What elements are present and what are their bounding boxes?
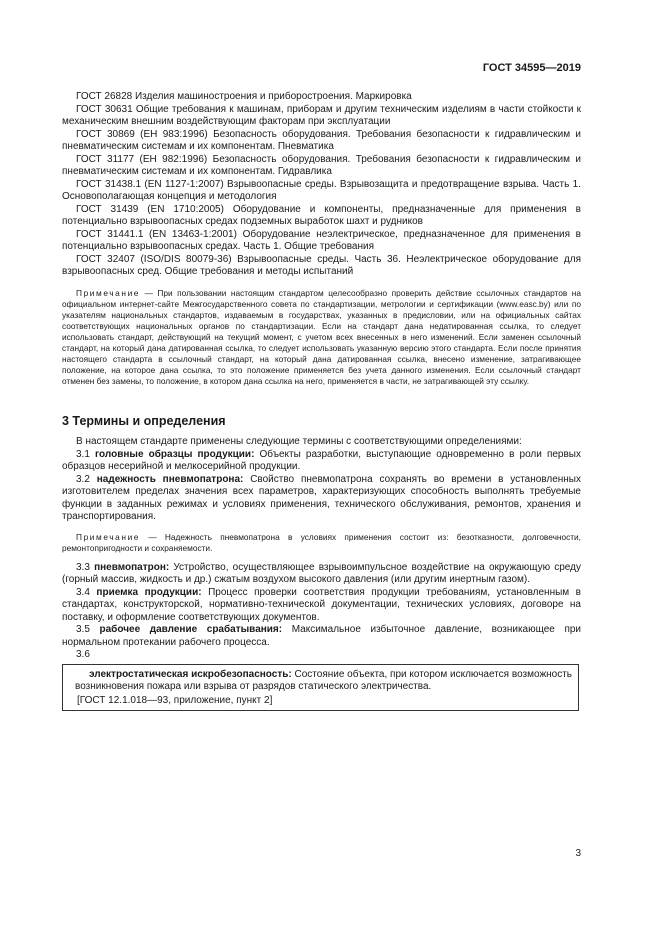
note-text: — Надежность пневмопатрона в условиях применения состоит из: безотказности, долговечности, ремонтопригодности и сохраняемости. <box>62 531 581 553</box>
term-source-reference: [ГОСТ 12.1.018—93, приложение, пункт 2] <box>77 694 273 706</box>
reference-item: ГОСТ 31439 (EN 1710:2005) Оборудование и компоненты, предназначенные для применения в потенциально взрывоопасных средах подземных выработок шахт и рудников <box>62 203 581 227</box>
page-number: 3 <box>575 848 581 859</box>
reference-item: ГОСТ 32407 (ISO/DIS 80079-36) Взрывоопасные среды. Часть 36. Неэлектрическое оборудование для взрывоопасных сред. Общие требования и методы испытаний <box>62 253 581 277</box>
term-number: 3.3 <box>76 561 95 573</box>
reference-item: ГОСТ 30631 Общие требования к машинам, приборам и другим техническим изделиям в части стойкости к механическим внешним воздействующим факторам при эксплуатации <box>62 103 581 127</box>
term-number: 3.1 <box>76 448 96 460</box>
term-definition: Объекты разработки, выступающие одновременно в роли первых образцов несерийной и мелкосерийной продукции. <box>62 448 581 472</box>
term-note <box>62 532 581 554</box>
document-header: ГОСТ 34595—2019 <box>482 62 581 74</box>
section-intro: В настоящем стандарте применены следующие термины с соответствующими определениями: <box>76 436 522 447</box>
reference-item: ГОСТ 30869 (ЕН 983:1996) Безопасность оборудования. Требования безопасности к гидравлическим и пневматическим системам и их компонентам. Пневматика <box>62 128 581 152</box>
term-3-3 <box>62 562 581 587</box>
term-definition: Устройство, осуществляющее взрывоимпульсное воздействие на окружающую среду (горный массив, жидкость и др.) сжатым воздухом высокого давления (или другим инертным газом). <box>62 561 581 585</box>
reference-item: ГОСТ 31177 (ЕН 982:1996) Безопасность оборудования. Требования безопасности к гидравлическим и пневматическим системам и их компонентам. Гидравлика <box>62 153 581 177</box>
term-definition: Процесс проверки соответствия продукции требованиям, установленным в стандартах, конструкторской, нормативно-технической документации, технических условиях, договоре на поставку, и оформление соответствующих документов. <box>62 586 581 623</box>
section-title: 3 Термины и определения <box>62 413 226 428</box>
term-name: электростатическая искробезопасность: <box>89 668 292 680</box>
note-label: Примечание <box>76 287 141 298</box>
note-label: Примечание <box>76 531 141 542</box>
term-definition: Состояние объекта, при котором исключается возможность возникновения пожара или взрыва от разрядов статического электричества. <box>75 668 573 692</box>
term-3-6-number: 3.6 <box>76 649 90 660</box>
page-content <box>62 91 581 711</box>
term-name: приемка продукции: <box>96 586 202 598</box>
term-3-6-box <box>62 664 579 712</box>
term-3-6 <box>75 669 572 694</box>
term-3-5 <box>62 624 581 649</box>
reference-item: ГОСТ 26828 Изделия машиностроения и приборостроения. Маркировка <box>76 91 412 102</box>
term-name: головные образцы продукции: <box>95 448 255 460</box>
term-3-1 <box>62 449 581 474</box>
term-number: 3.2 <box>76 473 97 485</box>
term-definition: Свойство пневмопатрона сохранять во времени в установленных изготовителем пределах значения всех параметров, характеризующих способность выполнять требуемые функции в заданных режимах и условиях применения, технического обслуживания, ремонтов, хранения и транспортирования. <box>62 473 581 522</box>
note-text: — При пользовании настоящим стандартом целесообразно проверить действие ссылочных стандартов на официальном интернет-сайте Межгосударственного совета по стандартизации, метрологии и сертификации (www.easc.by) или по указателям национальных стандартов, издаваемым в государствах, указанных в предисловии, или на официальных сайтах соответствующих национальных органов по стандартизации. Если на стандарт дана недатированная ссылка, то следует использовать стандарт, действующий на текущий момент, с учетом всех внесенных в него изменений. Если заменен ссылочный стандарт, на который дана датированная ссылка, то следует использовать указанную версию этого стандарта. Если после принятия настоящего стандарта в ссылочный стандарт, на который дана датированная ссылка, внесено изменение, затрагивающее положение, на которое дана ссылка, то это положение применяется без учета данного изменения. Если ссылочный стандарт отменен без замены, то положение, в котором дана ссылка на него, применяется в части, не затрагивающей эту ссылку. <box>62 287 581 386</box>
term-definition: Максимальное избыточное давление, возникающее при нормальном протекании рабочего процесса. <box>62 624 582 648</box>
term-3-4 <box>62 587 581 625</box>
reference-item: ГОСТ 31441.1 (EN 13463-1:2001) Оборудование неэлектрическое, предназначенное для применения в потенциально взрывоопасных средах. Часть 1. Общие требования <box>62 228 581 252</box>
term-3-2 <box>62 474 581 524</box>
references-note <box>62 288 581 387</box>
reference-item: ГОСТ 31438.1 (EN 1127-1:2007) Взрывоопасные среды. Взрывозащита и предотвращение взрыва. Часть 1. Основополагающая концепция и методология <box>62 178 581 202</box>
term-name: пневмопатрон: <box>94 561 170 573</box>
term-number: 3.5 <box>76 624 100 635</box>
term-name: рабочее давление срабатывания: <box>99 624 283 635</box>
term-name: надежность пневмопатрона: <box>96 473 244 485</box>
term-number: 3.4 <box>76 586 97 598</box>
